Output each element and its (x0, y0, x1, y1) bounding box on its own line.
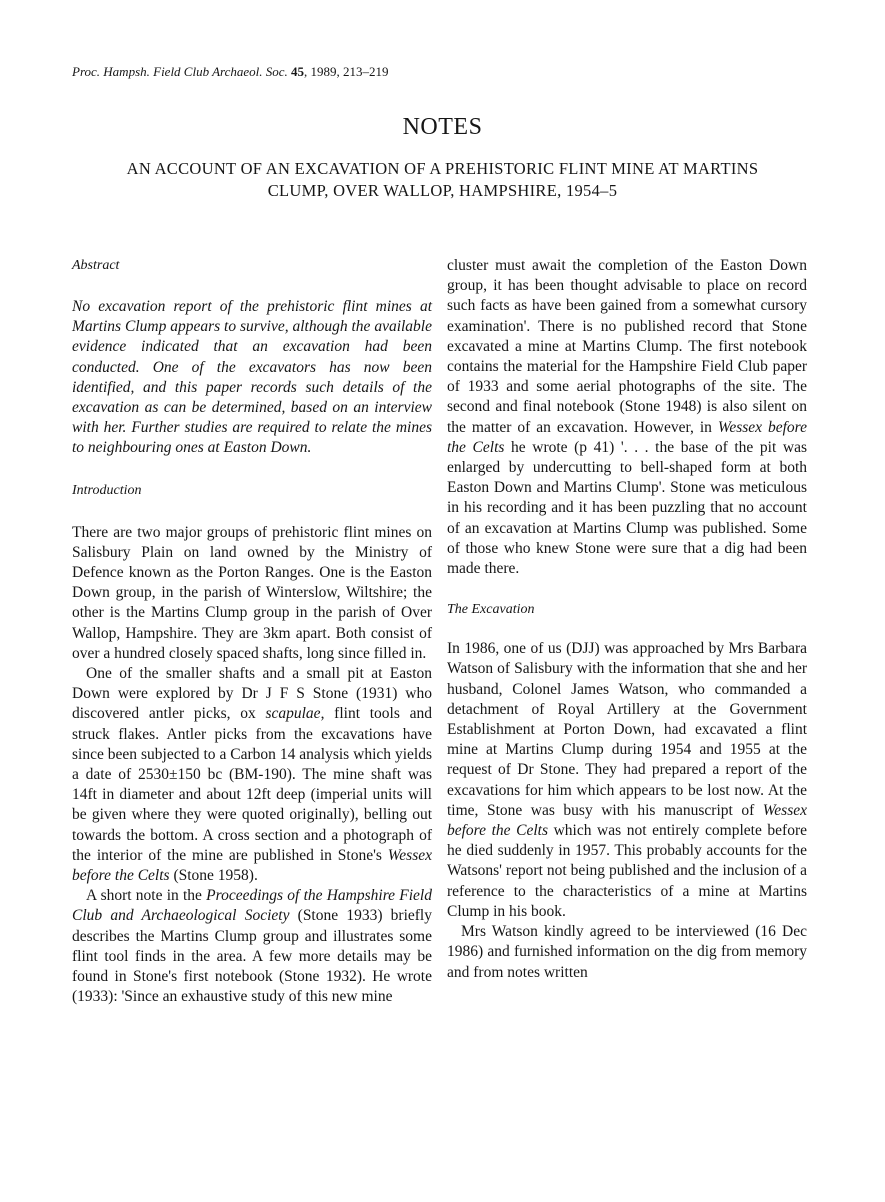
abstract-heading: Abstract (72, 258, 120, 273)
left-column (72, 256, 432, 1008)
continued-paragraph: cluster must await the completion of the Easton Down group, it has been thought advisable to place on record such facts as have been gained from a somewhat cursory examination'. There is no published record that Stone excavated a mine at Martins Clump. The first notebook contains the material for the Hampshire Field Club paper of 1933 and some aerial photographs of the site. The second and final notebook (Stone 1948) is also silent on the matter of an excavation. However, in Wessex before the Celts he wrote (p 41) '. . . the base of the pit was enlarged by undercutting to bell-shaped form at both Easton Down and Martins Clump'. Stone was meticulous in his recording and it has been puzzling that no account of an excavation at Martins Clump was published. Some of those who knew Stone were sure that a dig had been made there. (447, 257, 807, 578)
excavation-paragraph-1: In 1986, one of us (DJJ) was approached by Mrs Barbara Watson of Salisbury with the information that she and her husband, Colonel James Watson, who commanded a detachment of Royal Artillery at the Government Establishment at Porton Down, had excavated a flint mine at Martins Clump during 1954 and 1955 at the request of Dr Stone. They had prepared a report of the excavations for him which appears to be lost now. At the time, Stone was busy with his manuscript of Wessex before the Celts which was not entirely complete before he died suddenly in 1957. This probably accounts for the Watsons' report not being published and the inclusion of a reference to the characteristics of a mine at Martins Clump in his book. (447, 640, 807, 920)
excavation-heading: The Excavation (447, 602, 535, 618)
citation-volume: 45 (291, 64, 305, 79)
journal-citation (72, 64, 389, 80)
intro-paragraph-1: There are two major groups of prehistoric flint mines on Salisbury Plain on land owned by the Ministry of Defence known as the Porton Ranges. One is the Easton Down group, in the parish of Winterslow, Wiltshire; the other is the Martins Clump group in the parish of Over Wallop, Hampshire. They are 3km apart. Both consist of over a hundred closely spaced shafts, long since filled in. (72, 523, 432, 662)
abstract-text: No excavation report of the prehistoric flint mines at Martins Clump appears to survive, although the available evidence indicated that an excavation had been conducted. One of the excavators has now been identified, and this paper records such details of the excavation as can be determined, based on an interview with her. Further studies are required to relate the mines to neighbouring ones at Easton Down. (72, 298, 432, 457)
citation-journal: Proc. Hampsh. Field Club Archaeol. Soc. (72, 64, 288, 79)
introduction-heading: Introduction (72, 482, 142, 498)
excavation-paragraph-2: Mrs Watson kindly agreed to be interviewed (16 Dec 1986) and furnished information on the dig from memory and from notes written (447, 923, 807, 981)
intro-paragraph-2: One of the smaller shafts and a small pit at Easton Down were explored by Dr J F S Stone (1931) who discovered antler picks, ox scapulae, flint tools and struck flakes. Antler picks from the excavations have since been subjected to a Carbon 14 analysis which yields a date of 2530±150 bc (BM-190). The mine shaft was 14ft in diameter and about 12ft deep (imperial units will be given where they were quoted originally), belling out towards the bottom. A cross section and a photograph of the interior of the mine are published in Stone's Wessex before the Celts (Stone 1958). (72, 665, 432, 885)
citation-pages: , 1989, 213–219 (304, 64, 389, 79)
right-column (447, 256, 807, 983)
article-title (60, 158, 825, 202)
article-title-line-2: CLUMP, OVER WALLOP, HAMPSHIRE, 1954–5 (267, 181, 618, 200)
article-title-line-1: AN ACCOUNT OF AN EXCAVATION OF A PREHISTORIC FLINT MINE AT MARTINS (126, 159, 759, 178)
intro-paragraph-3: A short note in the Proceedings of the Hampshire Field Club and Archaeological Society (Stone 1933) briefly describes the Martins Clump group and illustrates some flint tool finds in the area. A few more details may be found in Stone's first notebook (Stone 1932). He wrote (1933): 'Since an exhaustive study of this new mine (72, 887, 432, 1006)
notes-heading: NOTES (402, 114, 483, 140)
